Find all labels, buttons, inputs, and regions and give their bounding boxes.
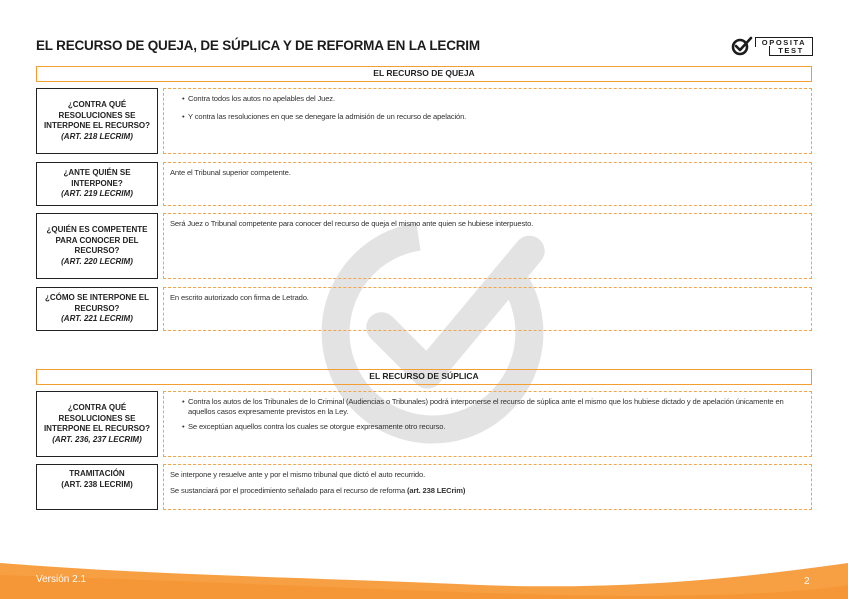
article-ref: (ART. 220 LECRIM) bbox=[61, 256, 133, 266]
logo-check-icon bbox=[731, 36, 753, 56]
article-ref: (ART. 238 LECRIM) bbox=[61, 479, 133, 489]
answer-text: Se interpone y resuelve ante y por el mismo tribunal que dictó el auto recurrido. bbox=[170, 470, 426, 479]
logo-wordmark bbox=[755, 37, 813, 55]
answer-box bbox=[163, 287, 812, 331]
answer-box bbox=[163, 391, 812, 457]
question-text: TRAMITACIÓN bbox=[69, 469, 125, 478]
question-box bbox=[36, 88, 158, 154]
oposita-test-logo bbox=[731, 35, 813, 57]
page-title: EL RECURSO DE QUEJA, DE SÚPLICA Y DE REFORMA EN LA LECRIM bbox=[36, 38, 480, 53]
question-text: ¿CÓMO SE INTERPONE EL RECURSO? bbox=[44, 293, 149, 313]
question-text: ¿CONTRA QUÉ RESOLUCIONES SE INTERPONE EL RECURSO? bbox=[43, 100, 151, 130]
question-box bbox=[36, 391, 158, 457]
article-ref: (ART. 218 LECRIM) bbox=[61, 131, 133, 141]
page-number: 2 bbox=[804, 576, 810, 587]
footer-wave bbox=[0, 555, 848, 599]
question-text: ¿ANTE QUIÉN SE INTERPONE? bbox=[63, 168, 131, 188]
article-ref: (ART. 221 LECRIM) bbox=[61, 314, 133, 324]
question-box bbox=[36, 162, 158, 206]
question-box bbox=[36, 287, 158, 331]
answer-text: Se sustanciará por el procedimiento señalado para el recurso de reforma (art. 238 LECrim) bbox=[170, 486, 466, 495]
article-ref: (ART. 219 LECRIM) bbox=[61, 189, 133, 199]
article-ref: (ART. 236, 237 LECRIM) bbox=[52, 434, 142, 444]
logo-word-oposita: OPOSITA bbox=[755, 37, 813, 47]
question-box bbox=[36, 213, 158, 279]
question-text: ¿QUIÉN ES COMPETENTE PARA CONOCER DEL RECURSO? bbox=[46, 225, 148, 255]
version-label: Versión 2.1 bbox=[36, 574, 87, 585]
answer-text: En escrito autorizado con firma de Letrado. bbox=[170, 293, 309, 302]
answer-box bbox=[163, 213, 812, 279]
list-item: • Se exceptúan aquellos contra los cuales se otorgue expresamente otro recurso. bbox=[182, 422, 446, 431]
answer-text: Será Juez o Tribunal competente para conocer del recurso de queja el mismo ante quien se hubiese interpuesto. bbox=[170, 219, 534, 228]
answer-box bbox=[163, 88, 812, 154]
question-box bbox=[36, 464, 158, 510]
list-item: • Contra los autos de los Tribunales de lo Criminal (Audiencias o Tribunales) podrá interponerse el recurso de súplica ante el mismo que los hubiese dictado y de apelación únicamente en aquellos casos expresamente previstos en la Ley. bbox=[182, 397, 784, 416]
section-header-queja: EL RECURSO DE QUEJA bbox=[36, 66, 812, 82]
answer-box bbox=[163, 464, 812, 510]
section-header-suplica: EL RECURSO DE SÚPLICA bbox=[36, 369, 812, 385]
question-text: ¿CONTRA QUÉ RESOLUCIONES SE INTERPONE EL RECURSO? bbox=[43, 403, 151, 433]
logo-word-test: TEST bbox=[769, 46, 813, 56]
answer-text: Ante el Tribunal superior competente. bbox=[170, 168, 291, 177]
list-item: • Contra todos los autos no apelables del Juez. bbox=[182, 94, 335, 103]
list-item: • Y contra las resoluciones en que se denegare la admisión de un recurso de apelación. bbox=[182, 112, 467, 121]
answer-box bbox=[163, 162, 812, 206]
